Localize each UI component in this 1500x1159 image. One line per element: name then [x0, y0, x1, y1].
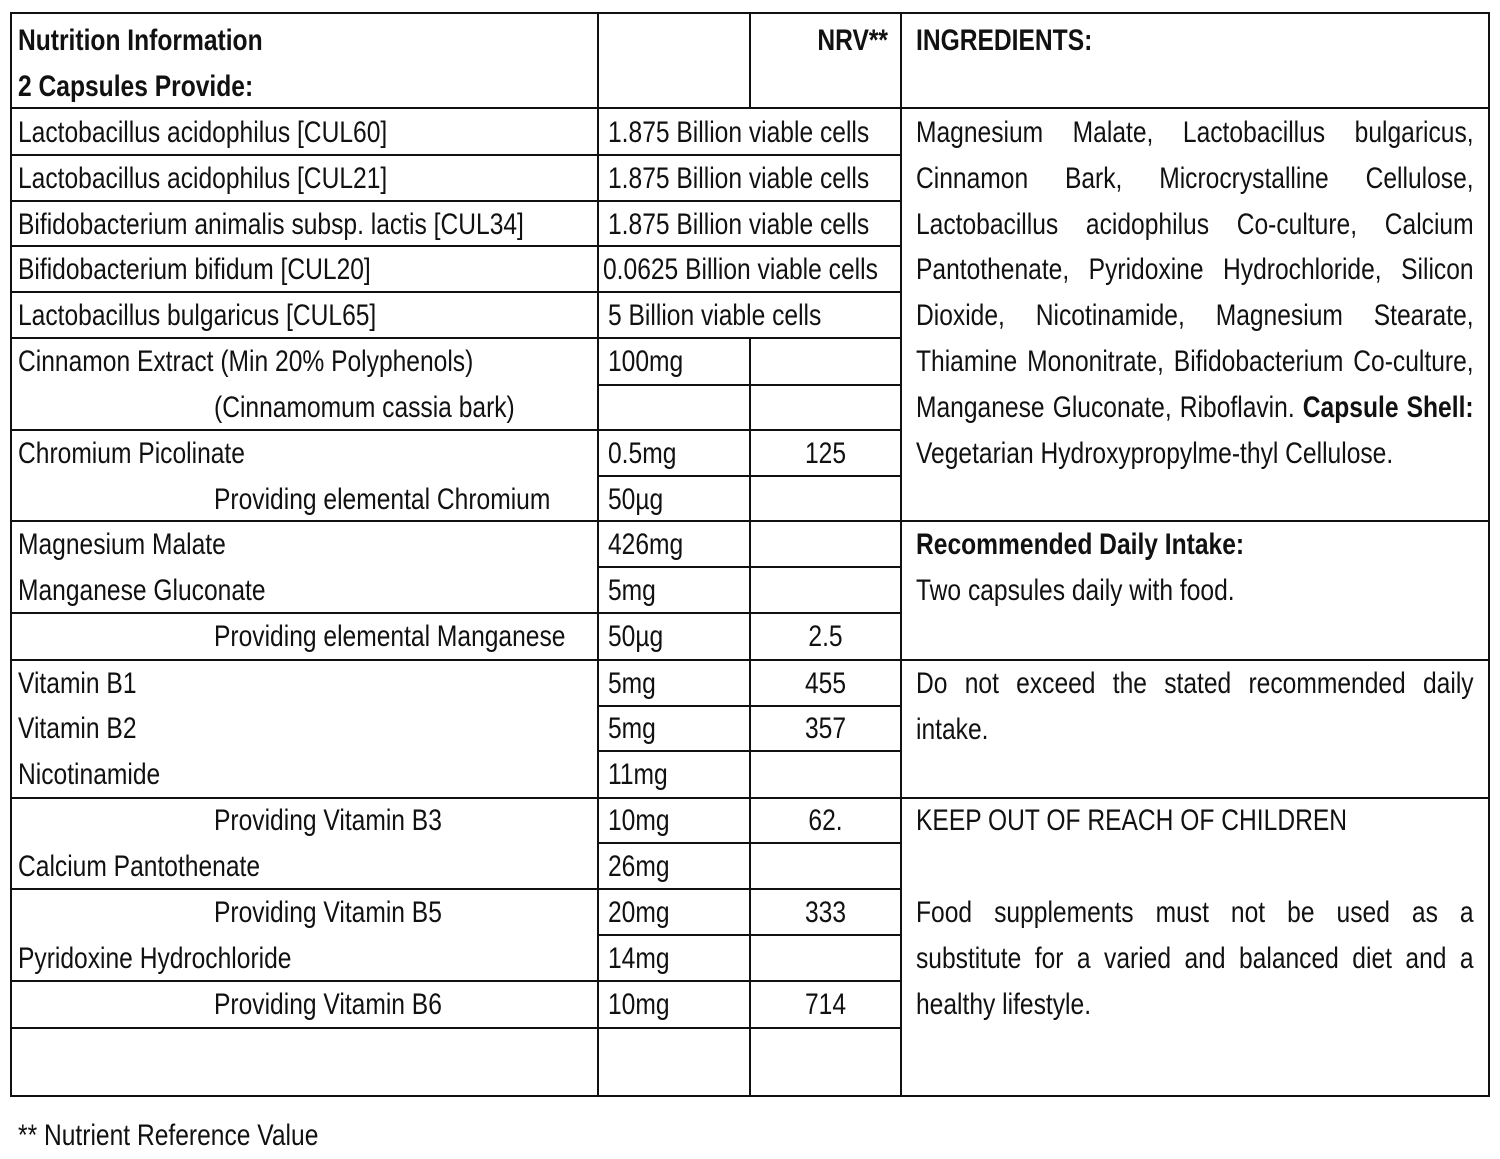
row-name: Providing Vitamin B6: [214, 988, 442, 1021]
warning-text: Do not exceed the stated recommended daily intake.: [916, 667, 1474, 746]
row-amount: 5mg: [608, 667, 656, 700]
row-amount: 10mg: [608, 988, 670, 1021]
row-name: Magnesium Malate: [18, 528, 226, 561]
row-name: Manganese Gluconate: [18, 574, 266, 607]
row-name: Providing Vitamin B5: [214, 896, 442, 929]
ingredients-text: Magnesium Malate, Lactobacillus bulgaricus, Cinnamon Bark, Microcrystalline Cellulose, Lactobacillus acidophilus Co-culture, Calcium Pantothenate, Pyridoxine Hydrochloride, Silicon Dioxide, Nicotinamide, Magnesium Stearate, Thiamine Mononitrate, Bifidobacterium Co-culture, Manganese Gluconate, Riboflavin.: [916, 116, 1474, 424]
capsule-shell-label: Capsule Shell:: [1302, 390, 1474, 424]
row-amount: 50µg: [608, 620, 664, 653]
row-nrv: 714: [804, 988, 847, 1021]
daily-intake-text: Two capsules daily with food.: [916, 574, 1235, 607]
row-amount: 426mg: [608, 528, 684, 561]
row-name: (Cinnamomum cassia bark): [214, 391, 515, 424]
row-nrv: 333: [804, 896, 847, 929]
row-name: Chromium Picolinate: [18, 437, 245, 470]
nrv-header: NRV**: [817, 24, 888, 57]
row-amount: 1.875 Billion viable cells: [608, 208, 870, 241]
row-name: Providing elemental Chromium: [214, 483, 551, 516]
row-nrv: 2.5: [808, 620, 843, 653]
row-name: Lactobacillus acidophilus [CUL60]: [18, 116, 388, 149]
row-name: Providing Vitamin B3: [214, 804, 442, 837]
row-name: Providing elemental Manganese: [214, 620, 566, 653]
row-name: Lactobacillus acidophilus [CUL21]: [18, 162, 388, 195]
supplement-note: Food supplements must not be used as a substitute for a varied and balanced diet and a healthy lifestyle.: [916, 896, 1474, 1021]
row-nrv: 455: [804, 667, 847, 700]
row-name: Vitamin B1: [18, 667, 137, 700]
row-nrv: 357: [804, 712, 847, 745]
capsule-shell-text: Vegetarian Hydroxypropylme-thyl Cellulose.: [916, 436, 1394, 470]
footnote: ** Nutrient Reference Value: [18, 1119, 319, 1152]
row-amount: 5 Billion viable cells: [608, 299, 822, 332]
row-amount: 1.875 Billion viable cells: [608, 116, 870, 149]
row-amount: 1.875 Billion viable cells: [608, 162, 870, 195]
row-name: Bifidobacterium bifidum [CUL20]: [18, 253, 371, 286]
table-subtitle: 2 Capsules Provide:: [18, 70, 254, 103]
row-nrv: 62.: [808, 804, 843, 837]
row-amount: 20mg: [608, 896, 670, 929]
row-nrv: 125: [804, 437, 847, 470]
row-amount: 5mg: [608, 574, 656, 607]
row-name: Bifidobacterium animalis subsp. lactis [CUL34]: [18, 208, 524, 241]
row-name: Pyridoxine Hydrochloride: [18, 942, 292, 975]
row-amount: 10mg: [608, 804, 670, 837]
divider-col-nrv-bottom: [749, 338, 751, 1097]
row-name: Cinnamon Extract (Min 20% Polyphenols): [18, 345, 474, 378]
table-title: Nutrition Information: [18, 24, 263, 57]
ingredients-header: INGREDIENTS:: [916, 24, 1093, 57]
divider-col-nrv-top: [749, 12, 751, 108]
ingredients-block: [916, 110, 1474, 476]
row-name: Vitamin B2: [18, 712, 137, 745]
row-amount: 26mg: [608, 850, 670, 883]
row-name: Nicotinamide: [18, 758, 161, 791]
row-amount: 11mg: [608, 758, 668, 791]
row-amount: 50µg: [608, 483, 664, 516]
row-amount: 0.0625 Billion viable cells: [603, 253, 878, 286]
row-amount: 14mg: [608, 942, 670, 975]
row-name: Calcium Pantothenate: [18, 850, 261, 883]
keep-out-text: KEEP OUT OF REACH OF CHILDREN: [916, 804, 1348, 837]
row-amount: 0.5mg: [608, 437, 677, 470]
daily-intake-label: Recommended Daily Intake:: [916, 528, 1245, 561]
row-amount: 100mg: [608, 345, 684, 378]
row-name: Lactobacillus bulgaricus [CUL65]: [18, 299, 377, 332]
row-amount: 5mg: [608, 712, 656, 745]
